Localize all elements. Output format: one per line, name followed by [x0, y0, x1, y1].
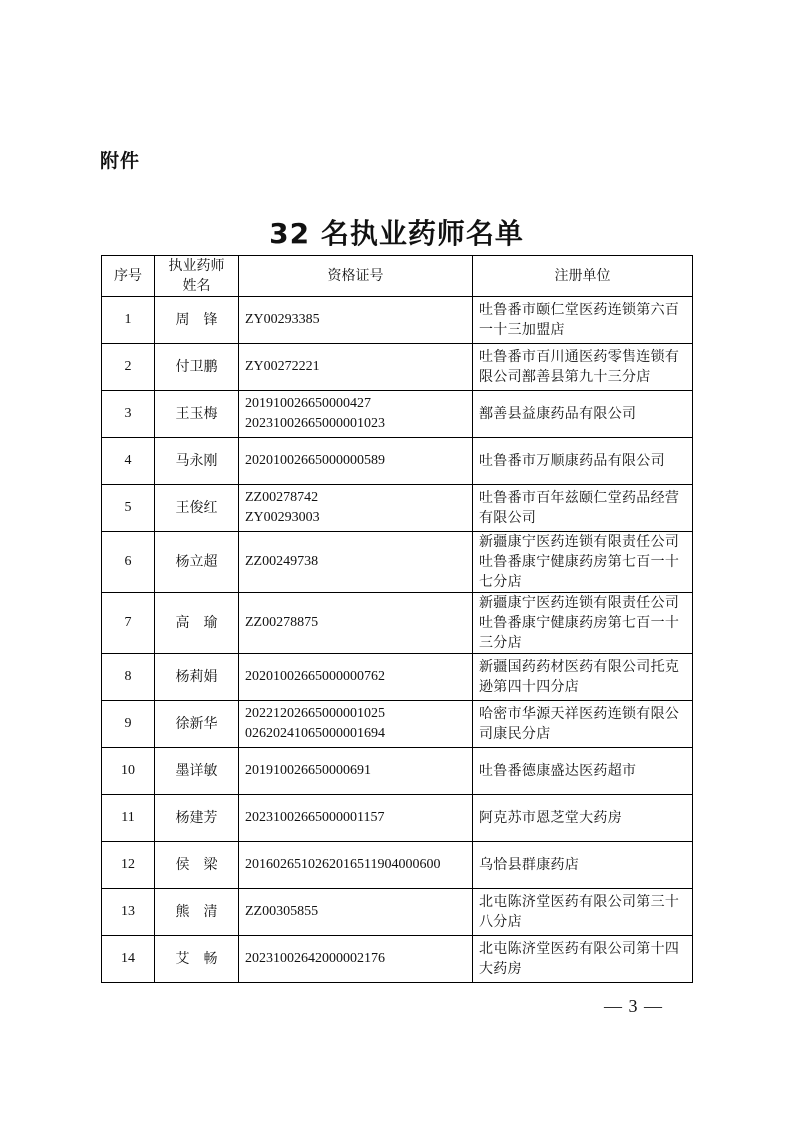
- cell-pharmacist-name: 周 锋: [155, 297, 239, 344]
- cell-pharmacist-name: 杨莉娟: [155, 654, 239, 701]
- cell-serial: 14: [102, 936, 155, 983]
- cell-serial: 11: [102, 795, 155, 842]
- cell-pharmacist-name: 付卫鹏: [155, 344, 239, 391]
- cell-registered-unit: 吐鲁番市颐仁堂医药连锁第六百一十三加盟店: [473, 297, 693, 344]
- cell-serial: 1: [102, 297, 155, 344]
- cell-certificate: [239, 344, 473, 391]
- table-row: [102, 297, 693, 344]
- cell-certificate: [239, 936, 473, 983]
- cell-certificate: [239, 748, 473, 795]
- header-serial: 序号: [102, 256, 155, 297]
- cell-pharmacist-name: 艾 畅: [155, 936, 239, 983]
- cell-pharmacist-name: 马永刚: [155, 438, 239, 485]
- cell-certificate: [239, 438, 473, 485]
- table-row: [102, 344, 693, 391]
- header-name-line: 执业药师: [168, 258, 225, 274]
- table-row: [102, 748, 693, 795]
- cell-registered-unit: 阿克苏市恩芝堂大药房: [473, 795, 693, 842]
- cell-registered-unit: 乌恰县群康药店: [473, 842, 693, 889]
- cell-registered-unit: 鄯善县益康药品有限公司: [473, 391, 693, 438]
- cell-certificate: [239, 297, 473, 344]
- cell-serial: 5: [102, 485, 155, 532]
- cell-certificate: [239, 485, 473, 532]
- table-row: [102, 391, 693, 438]
- cell-pharmacist-name: 熊 清: [155, 889, 239, 936]
- cell-registered-unit: 新疆康宁医药连锁有限责任公司吐鲁番康宁健康药房第七百一十三分店: [473, 593, 693, 654]
- certificate-number: ZZ00305855: [245, 904, 319, 919]
- header-name-line: 姓名: [182, 278, 211, 294]
- certificate-number: ZY00293385: [245, 312, 320, 327]
- cell-registered-unit: 吐鲁番市百年兹颐仁堂药品经营有限公司: [473, 485, 693, 532]
- cell-registered-unit: 吐鲁番市万顺康药品有限公司: [473, 438, 693, 485]
- certificate-number: 20231002665000001157: [245, 810, 385, 825]
- certificate-number: 201910026650000427: [245, 396, 371, 411]
- header-cert: 资格证号: [239, 256, 473, 297]
- table-row: [102, 842, 693, 889]
- cell-serial: 10: [102, 748, 155, 795]
- cell-serial: 9: [102, 701, 155, 748]
- page-number: — 3 —: [604, 996, 663, 1016]
- attachment-label: 附件: [100, 150, 141, 172]
- cell-registered-unit: 吐鲁番市百川通医药零售连锁有限公司鄯善县第九十三分店: [473, 344, 693, 391]
- certificate-number: 20201002665000000762: [245, 669, 385, 684]
- table-row: [102, 701, 693, 748]
- cell-certificate: [239, 842, 473, 889]
- certificate-number: 20221202665000001025: [245, 706, 385, 721]
- cell-certificate: [239, 593, 473, 654]
- certificate-number: 201910026650000691: [245, 763, 371, 778]
- certificate-number: 20201002665000000589: [245, 453, 385, 468]
- table-row: [102, 795, 693, 842]
- pharmacist-table: [101, 255, 693, 983]
- cell-pharmacist-name: 徐新华: [155, 701, 239, 748]
- cell-serial: 4: [102, 438, 155, 485]
- certificate-number: 20231002665000001023: [245, 416, 385, 431]
- cell-registered-unit: 新疆康宁医药连锁有限责任公司吐鲁番康宁健康药房第七百一十七分店: [473, 532, 693, 593]
- table-header-row: [102, 256, 693, 297]
- header-unit: 注册单位: [473, 256, 693, 297]
- cell-registered-unit: 北屯陈济堂医药有限公司第十四大药房: [473, 936, 693, 983]
- header-name: [155, 256, 239, 297]
- cell-serial: 2: [102, 344, 155, 391]
- document-title: 32 名执业药师名单: [269, 217, 524, 250]
- cell-pharmacist-name: 墨详敏: [155, 748, 239, 795]
- certificate-number: 02620241065000001694: [245, 726, 385, 741]
- cell-registered-unit: 吐鲁番德康盛达医药超市: [473, 748, 693, 795]
- certificate-number: 2016026510262016511904000600: [245, 857, 441, 872]
- cell-pharmacist-name: 高 瑜: [155, 593, 239, 654]
- cell-pharmacist-name: 王俊红: [155, 485, 239, 532]
- cell-serial: 8: [102, 654, 155, 701]
- cell-certificate: [239, 889, 473, 936]
- certificate-number: ZY00293003: [245, 510, 320, 525]
- cell-serial: 12: [102, 842, 155, 889]
- table-row: [102, 654, 693, 701]
- certificate-number: ZY00272221: [245, 359, 320, 374]
- certificate-number: ZZ00249738: [245, 554, 319, 569]
- cell-pharmacist-name: 杨立超: [155, 532, 239, 593]
- cell-certificate: [239, 391, 473, 438]
- certificate-number: 20231002642000002176: [245, 951, 385, 966]
- cell-certificate: [239, 654, 473, 701]
- cell-certificate: [239, 701, 473, 748]
- cell-pharmacist-name: 王玉梅: [155, 391, 239, 438]
- table-row: [102, 936, 693, 983]
- table-row: [102, 889, 693, 936]
- certificate-number: ZZ00278875: [245, 615, 319, 630]
- cell-certificate: [239, 532, 473, 593]
- cell-serial: 3: [102, 391, 155, 438]
- cell-registered-unit: 北屯陈济堂医药有限公司第三十八分店: [473, 889, 693, 936]
- table-row: [102, 532, 693, 593]
- table-row: [102, 438, 693, 485]
- table-row: [102, 485, 693, 532]
- cell-registered-unit: 哈密市华源天祥医药连锁有限公司康民分店: [473, 701, 693, 748]
- certificate-number: ZZ00278742: [245, 490, 319, 505]
- cell-registered-unit: 新疆国药药材医药有限公司托克逊第四十四分店: [473, 654, 693, 701]
- cell-serial: 6: [102, 532, 155, 593]
- cell-pharmacist-name: 杨建芳: [155, 795, 239, 842]
- table-row: [102, 593, 693, 654]
- cell-serial: 13: [102, 889, 155, 936]
- cell-pharmacist-name: 侯 梁: [155, 842, 239, 889]
- cell-serial: 7: [102, 593, 155, 654]
- cell-certificate: [239, 795, 473, 842]
